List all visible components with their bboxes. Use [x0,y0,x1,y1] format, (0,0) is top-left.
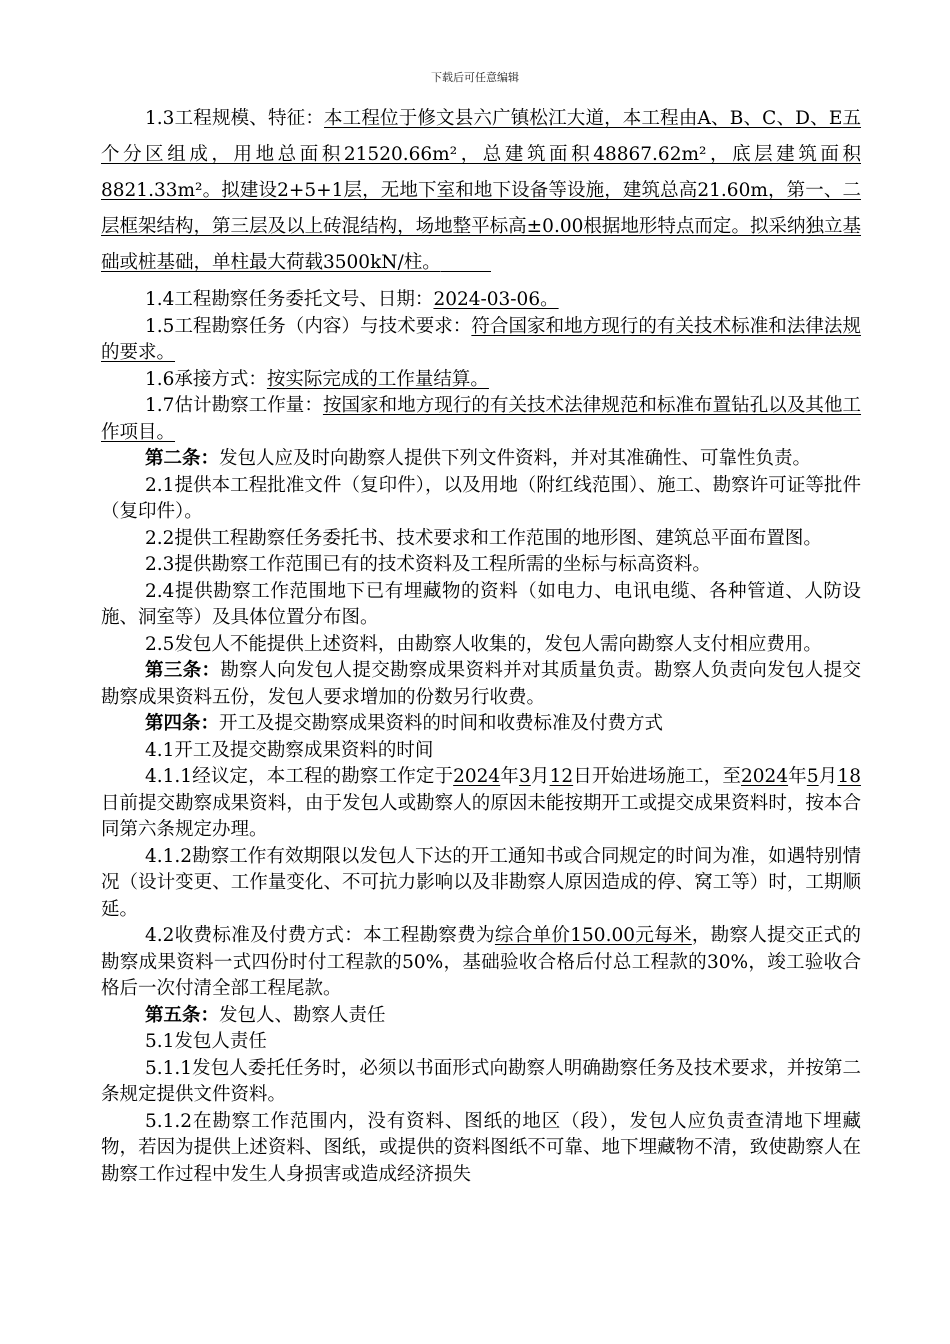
section-5-1-1: 5.1.1发包人委托任务时，必须以书面形式向勘察人明确勘察任务及技术要求，并按第二条规定提供文件资料。 [101,1057,861,1105]
article-3-title: 第三条： [145,660,221,681]
month-label: 月 [530,766,550,787]
year-label: 年 [788,766,807,787]
section-1-7-value: 按国家和地方现行的有关技术法律规范和标准布置钻孔以及其他工作项目。 [101,395,862,443]
contract-document [101,101,861,1188]
section-1-3-label: 1.3工程规模、特征： [145,108,324,129]
section-1-3 [101,101,861,281]
article-4-title: 第四条： [145,713,220,734]
section-1-6-value: 按实际完成的工作量结算。 [266,368,489,390]
section-1-7-label: 1.7估计勘察工作量： [145,395,323,416]
section-4-1-2: 4.1.2勘察工作有效期限以发包人下达的开工通知书或合同规定的时间为准，如遇特别情况（设计变更、工作量变化、不可抗力影响以及非勘察人原因造成的停、窝工等）时，工期顺延。 [101,845,861,920]
section-1-4-label: 1.4工程勘察任务委托文号、日期： [145,289,434,310]
section-4-1: 4.1开工及提交勘察成果资料的时间 [145,739,434,761]
section-4-2-text-a: 4.2收费标准及付费方式：本工程勘察费为 [145,925,495,946]
section-5-1: 5.1发包人责任 [145,1031,267,1052]
article-2-title: 第二条： [145,448,220,469]
article-4-text: 开工及提交勘察成果资料的时间和收费标准及付费方式 [219,713,664,734]
start-year: 2024 [453,766,501,787]
section-4-1-1 [101,764,861,844]
article-5-title: 第五条： [145,1004,220,1026]
blank-underline [441,270,491,272]
end-month: 5 [806,766,819,787]
start-day: 12 [549,766,574,787]
month-label: 月 [818,766,838,787]
section-4-1-1-text-b: 日开始进场施工，至 [573,766,741,787]
section-1-5 [101,314,861,367]
section-1-4 [101,287,861,314]
section-2-1: 2.1提供本工程批准文件（复印件），以及用地（附红线范围）、施工、勘察许可证等批件（复印件）。 [101,474,861,522]
section-1-3-value: 本工程位于修文县六广镇松江大道，本工程由A、B、C、D、E五个分区组成，用地总面积21520.66m²，总建筑面积48867.62m²，底层建筑面积8821.33m²。拟建设2+5+1层，无地下室和地下设备等设施，建筑总高21.60m，第一、二层框架结构，第三层及以上砖混结构，场地整平标高±0.00根据地形特点而定。拟采纳独立基础或桩基础，单柱最大荷载3500kN/柱。 [101,108,862,273]
article-2 [101,446,861,473]
article-2-text: 发包人应及时向勘察人提供下列文件资料，并对其准确性、可靠性负责。 [219,448,812,469]
article-5-text: 发包人、勘察人责任 [219,1004,386,1026]
section-4-2 [101,923,861,1003]
fee-value: 综合单价150.00元每米 [494,925,692,946]
section-2-5: 2.5发包人不能提供上述资料，由勘察人收集的，发包人需向勘察人支付相应费用。 [145,633,822,655]
article-3 [101,658,861,711]
section-1-7 [101,393,861,446]
page-header: 下载后可任意编辑 [431,71,519,84]
year-label: 年 [500,766,519,787]
section-1-6 [101,367,861,394]
section-5-1-2: 5.1.2在勘察工作范围内，没有资料、图纸的地区（段），发包人应负责查清地下埋藏物，若因为提供上述资料、图纸，或提供的资料图纸不可靠、地下埋藏物不清，致使勘察人在勘察工作过程中发生人身损害或造成经济损失 [101,1110,861,1185]
article-4 [101,711,861,738]
section-2-2: 2.2提供工程勘察任务委托书、技术要求和工作范围的地形图、建筑总平面布置图。 [145,527,822,549]
section-1-4-value: 2024-03-06。 [433,289,559,310]
section-1-5-value: 符合国家和地方现行的有关技术标准和法律法规的要求。 [101,315,861,363]
section-2-3: 2.3提供勘察工作范围已有的技术资料及工程所需的坐标与标高资料。 [145,554,711,575]
article-5 [101,1003,861,1030]
section-1-6-label: 1.6承接方式： [145,368,267,390]
section-4-2-text-b: ，勘察人提交正式的勘察成果资料一式四份时付工程款的50%，基础验收合格后付总工程款的30%，竣工验收合格后一次付清全部工程尾款。 [101,925,861,999]
end-day: 18 [837,766,861,787]
start-month: 3 [519,766,531,787]
section-4-1-1-text-c: 日前提交勘察成果资料，由于发包人或勘察人的原因未能按期开工或提交成果资料时，按本合同第六条规定办理。 [101,792,861,840]
end-year: 2024 [740,766,789,787]
article-3-text: 勘察人向发包人提交勘察成果资料并对其质量负责。勘察人负责向发包人提交勘察成果资料五份，发包人要求增加的份数另行收费。 [101,660,861,708]
section-2-4: 2.4提供勘察工作范围地下已有埋藏物的资料（如电力、电讯电缆、各种管道、人防设施、洞室等）及具体位置分布图。 [101,580,861,628]
section-1-5-label: 1.5工程勘察任务（内容）与技术要求： [145,315,472,337]
section-4-1-1-text-a: 4.1.1经议定，本工程的勘察工作定于 [145,766,454,787]
